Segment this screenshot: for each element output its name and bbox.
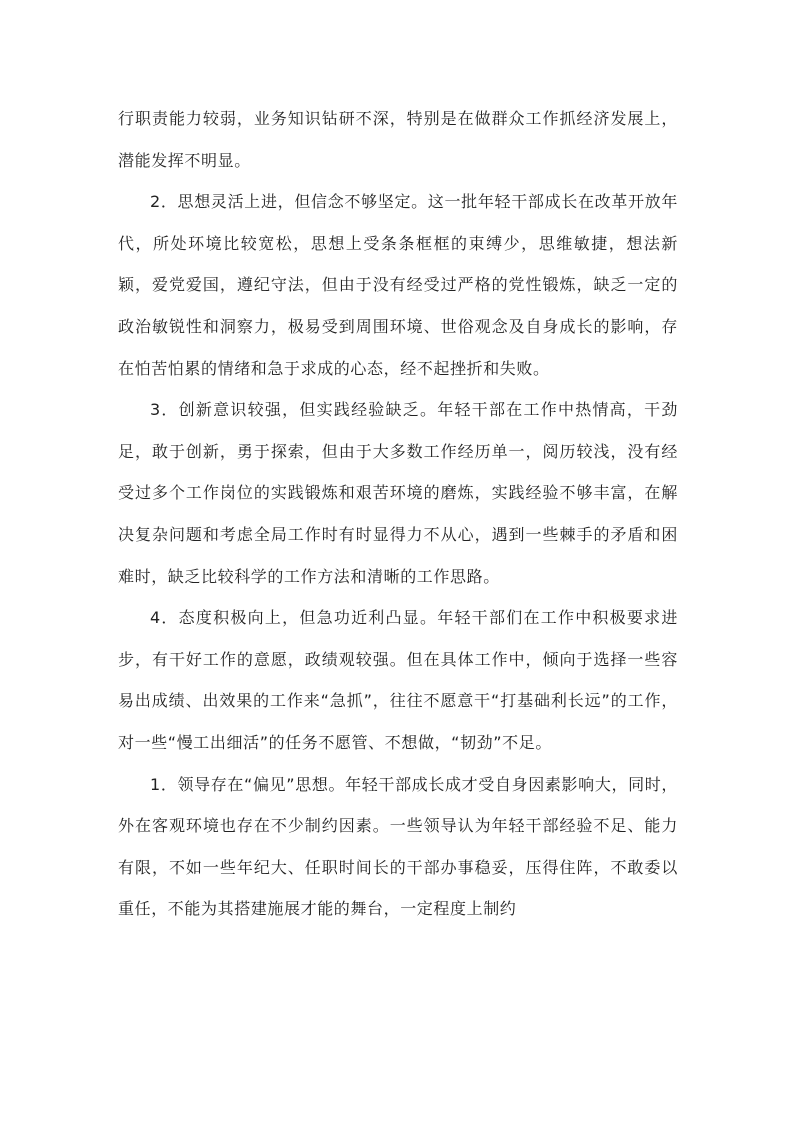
paragraph-3: 3．创新意识较强，但实践经验缺乏。年轻干部在工作中热情高，干劲足，敢于创新，勇于探索，但由于大多数工作经历单一，阅历较浅，没有经受过多个工作岗位的实践锻炼和艰苦环境的磨炼，实践经验不够丰富，在解决复杂问题和考虑全局工作时有时显得力不从心，遇到一些棘手的矛盾和困难时，缺乏比较科学的工作方法和清晰的工作思路。 xyxy=(118,400,678,586)
paragraph-1: 行职责能力较弱，业务知识钻研不深，特别是在做群众工作抓经济发展上，潜能发挥不明显。 xyxy=(118,109,678,170)
paragraph-4: 4．态度积极向上，但急功近利凸显。年轻干部们在工作中积极要求进步，有干好工作的意愿，政绩观较强。但在具体工作中，倾向于选择一些容易出成绩、出效果的工作来“急抓”，往往不愿意干“打基础利长远”的工作，对一些“慢工出细活”的任务不愿管、不想做，“韧劲”不足。 xyxy=(118,608,678,752)
paragraph-5: 1．领导存在“偏见”思想。年轻干部成长成才受自身因素影响大，同时，外在客观环境也存在不少制约因素。一些领导认为年轻干部经验不足、能力有限，不如一些年纪大、任职时间长的干部办事稳妥，压得住阵，不敢委以重任，不能为其搭建施展才能的舞台，一定程度上制约 xyxy=(118,774,678,919)
document-body xyxy=(118,98,678,930)
paragraph-2: 2．思想灵活上进，但信念不够坚定。这一批年轻干部成长在改革开放年代，所处环境比较宽松，思想上受条条框框的束缚少，思维敏捷，想法新颖，爱党爱国，遵纪守法，但由于没有经受过严格的党性锻炼，缺乏一定的政治敏锐性和洞察力，极易受到周围环境、世俗观念及自身成长的影响，存在怕苦怕累的情绪和急于求成的心态，经不起挫折和失败。 xyxy=(118,192,678,378)
